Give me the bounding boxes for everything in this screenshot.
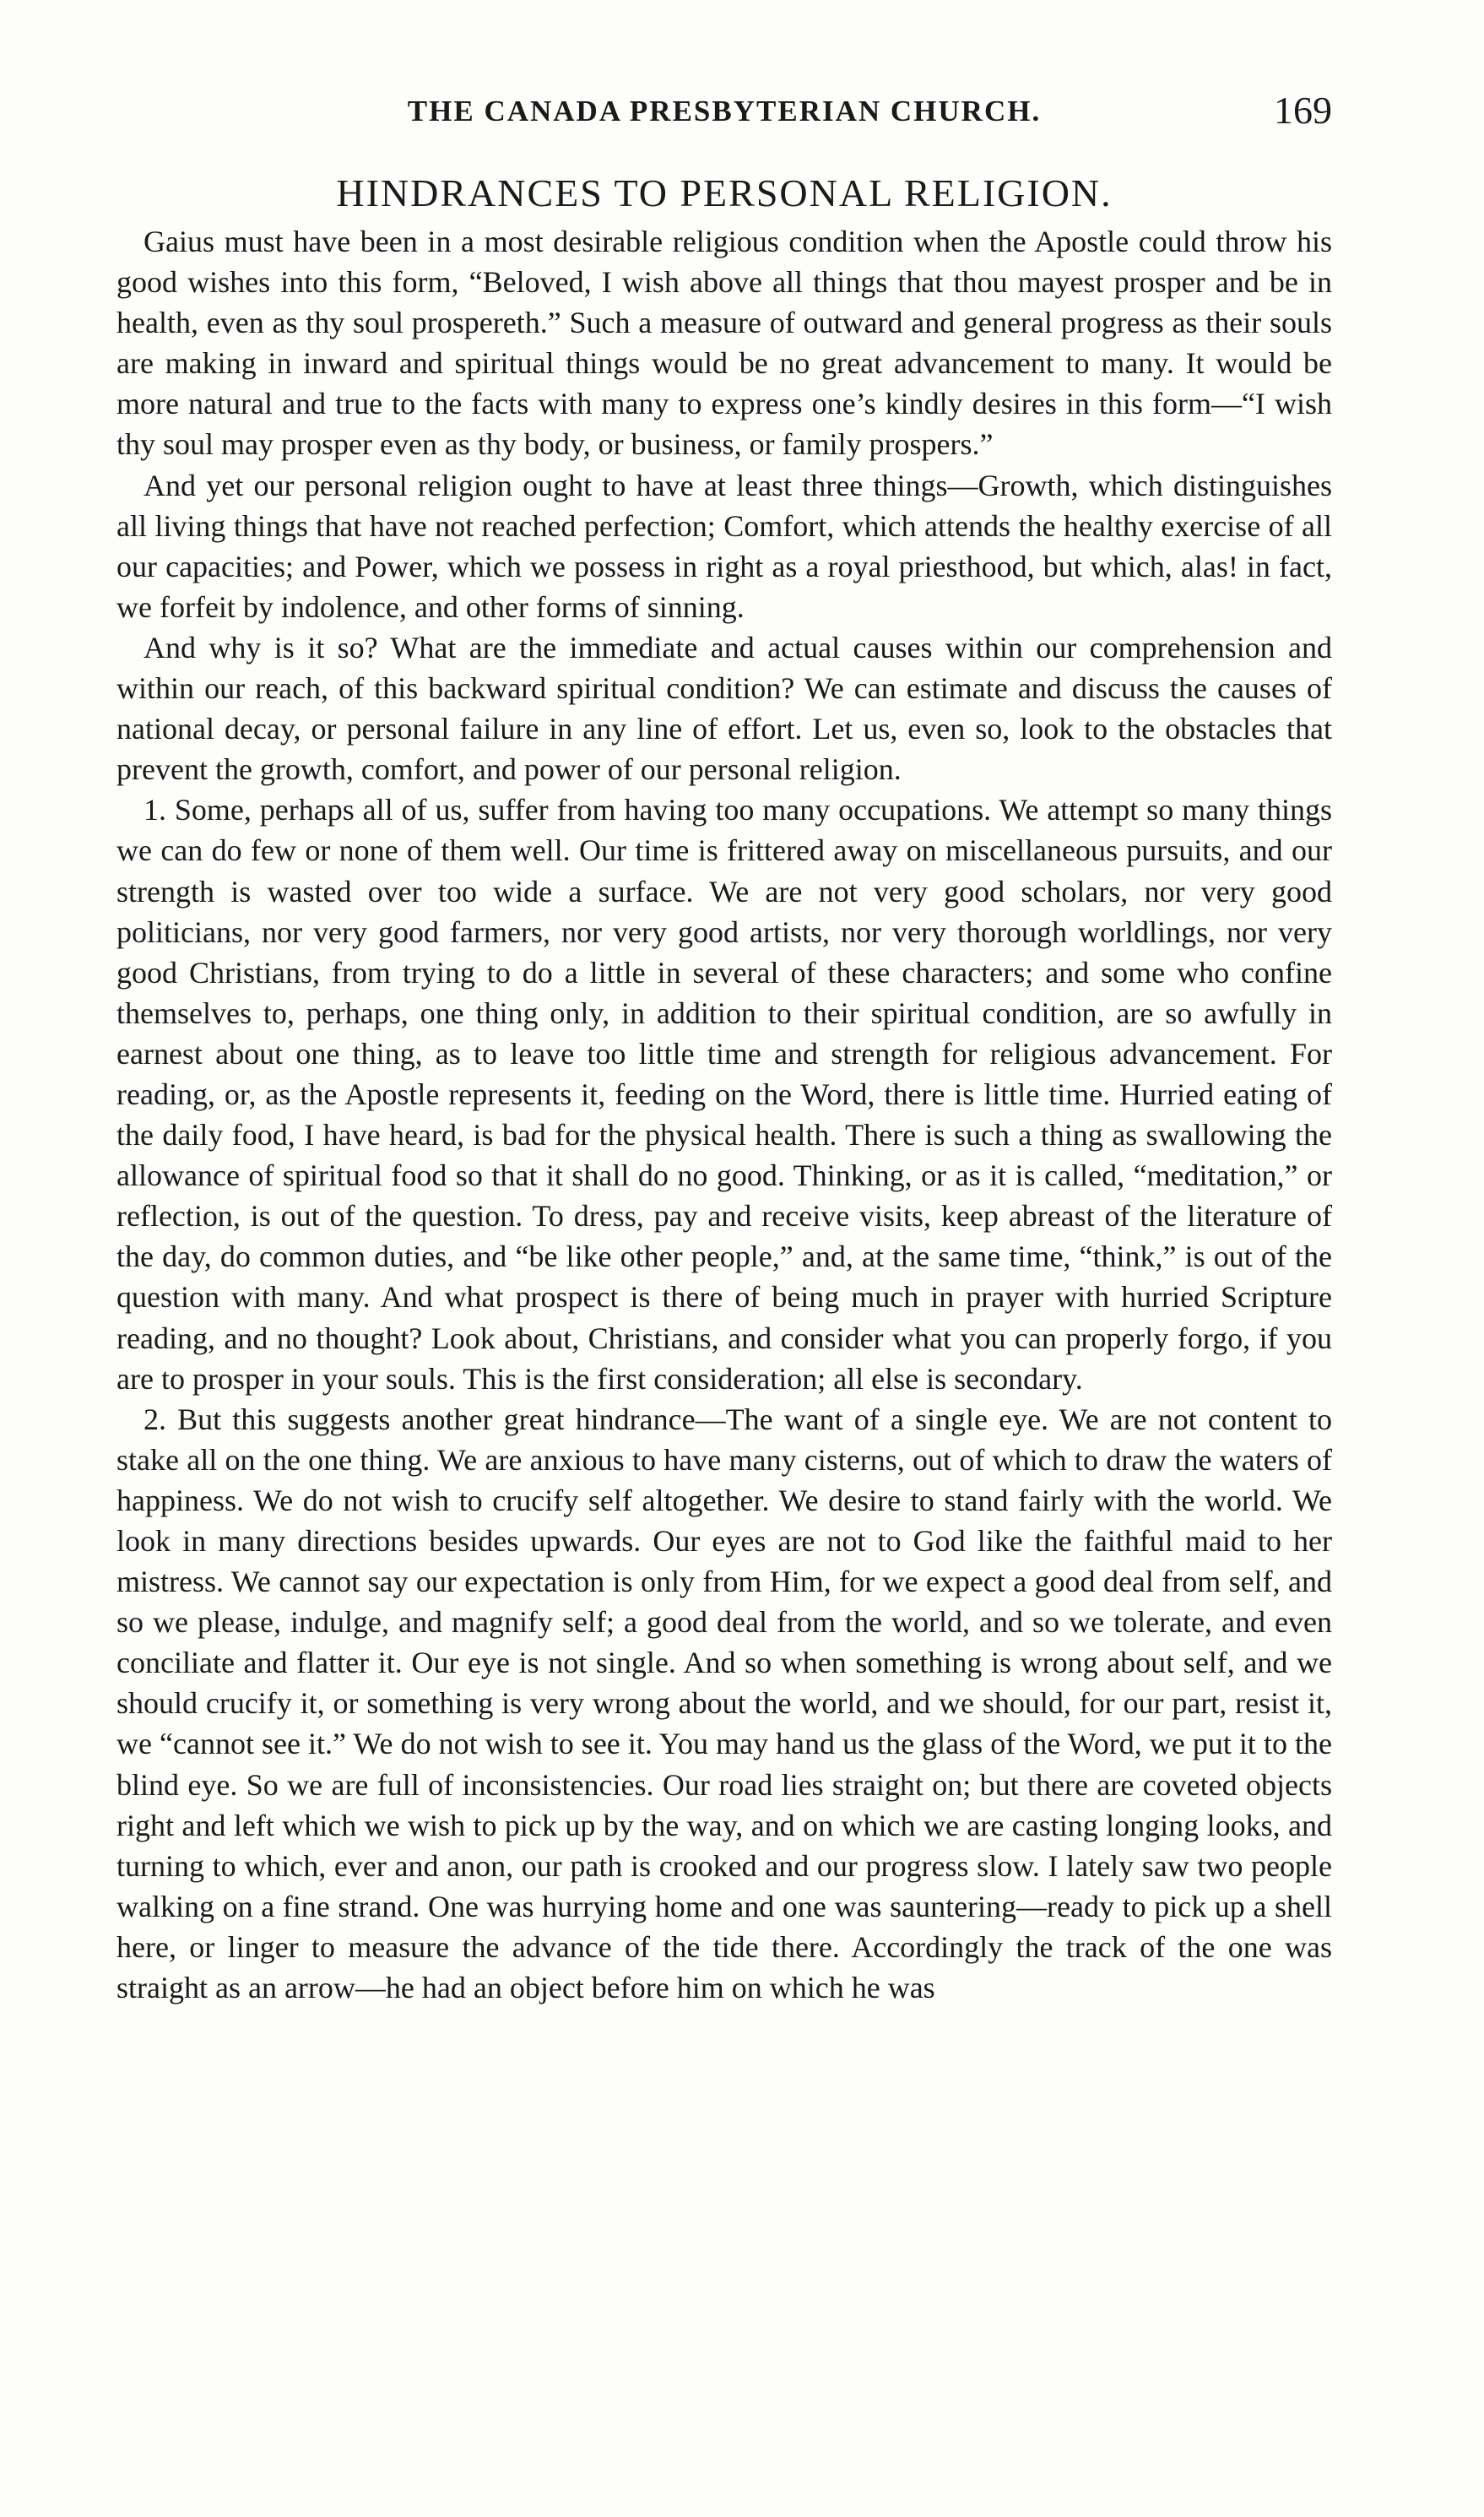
article-body [116,221,1332,2008]
paragraph-4: 1. Some, perhaps all of us, suffer from having too many occupations. We attempt so many things we can do few or none of them well. Our time is frittered away on miscellaneous pursuits, and our strength is wasted over too wide a surface. We are not very good scholars, nor very good politicians, nor very good farmers, nor very good artists, nor very thorough worldlings, nor very good Christians, from trying to do a little in several of these characters; and some who confine themselves to, perhaps, one thing only, in addition to their spiritual condition, are so awfully in earnest about one thing, as to leave too little time and strength for religious advancement. For reading, or, as the Apostle represents it, feeding on the Word, there is little time. Hurried eating of the daily food, I have heard, is bad for the physical health. There is such a thing as swallowing the allowance of spiritual food so that it shall do no good. Thinking, or as it is called, “meditation,” or reflection, is out of the question. To dress, pay and receive visits, keep abreast of the literature of the day, do common duties, and “be like other people,” and, at the same time, “think,” is out of the question with many. And what prospect is there of being much in prayer with hurried Scripture reading, and no thought? Look about, Christians, and consider what you can properly forgo, if you are to prosper in your souls. This is the first consideration; all else is secondary. [116,793,1332,1396]
running-header [116,89,1332,145]
paragraph-2: And yet our personal religion ought to have at least three things—Growth, which distinguishes all living things that have not reached perfection; Comfort, which attends the healthy exercise of all our capacities; and Power, which we possess in right as a royal priesthood, but which, alas! in fact, we forfeit by indolence, and other forms of sinning. [116,468,1332,624]
running-title: THE CANADA PRESBYTERIAN CHURCH. [407,95,1042,127]
article-title: HINDRANCES TO PERSONAL RELIGION. [336,171,1113,214]
paragraph-3: And why is it so? What are the immediate and actual causes within our comprehension and within our reach, of this backward spiritual condition? We can estimate and discuss the causes of national decay, or personal failure in any line of effort. Let us, even so, look to the obstacles that prevent the growth, comfort, and power of our personal religion. [116,630,1332,787]
paragraph-1: Gaius must have been in a most desirable religious condition when the Apostle could throw his good wishes into this form, “Beloved, I wish above all things that thou mayest prosper and be in health, even as thy soul prospereth.” Such a measure of outward and general progress as their souls are making in inward and spiritual things would be no great advancement to many. It would be more natural and true to the facts with many to express one’s kindly desires in this form—“I wish thy soul may prosper even as thy body, or business, or family prospers.” [116,225,1332,462]
paragraph-5: 2. But this suggests another great hindrance—The want of a single eye. We are not content to stake all on the one thing. We are anxious to have many cisterns, out of which to draw the waters of happiness. We do not wish to crucify self altogether. We desire to stand fairly with the world. We look in many directions besides upwards. Our eyes are not to God like the faithful maid to her mistress. We cannot say our expectation is only from Him, for we expect a good deal from self, and so we please, indulge, and magnify self; a good deal from the world, and so we tolerate, and even conciliate and flatter it. Our eye is not single. And so when something is wrong about self, and we should crucify it, or something is very wrong about the world, and we should, for our part, resist it, we “cannot see it.” We do not wish to see it. You may hand us the glass of the Word, we put it to the blind eye. So we are full of inconsistencies. Our road lies straight on; but there are coveted objects right and left which we wish to pick up by the way, and on which we are casting longing looks, and turning to which, ever and anon, our path is crooked and our progress slow. I lately saw two people walking on a fine strand. One was hurrying home and one was sauntering—ready to pick up a shell here, or linger to measure the advance of the tide there. Accordingly the track of the one was straight as an arrow—he had an object before him on which he was [116,1402,1332,2005]
page-number: 169 [1274,89,1332,132]
